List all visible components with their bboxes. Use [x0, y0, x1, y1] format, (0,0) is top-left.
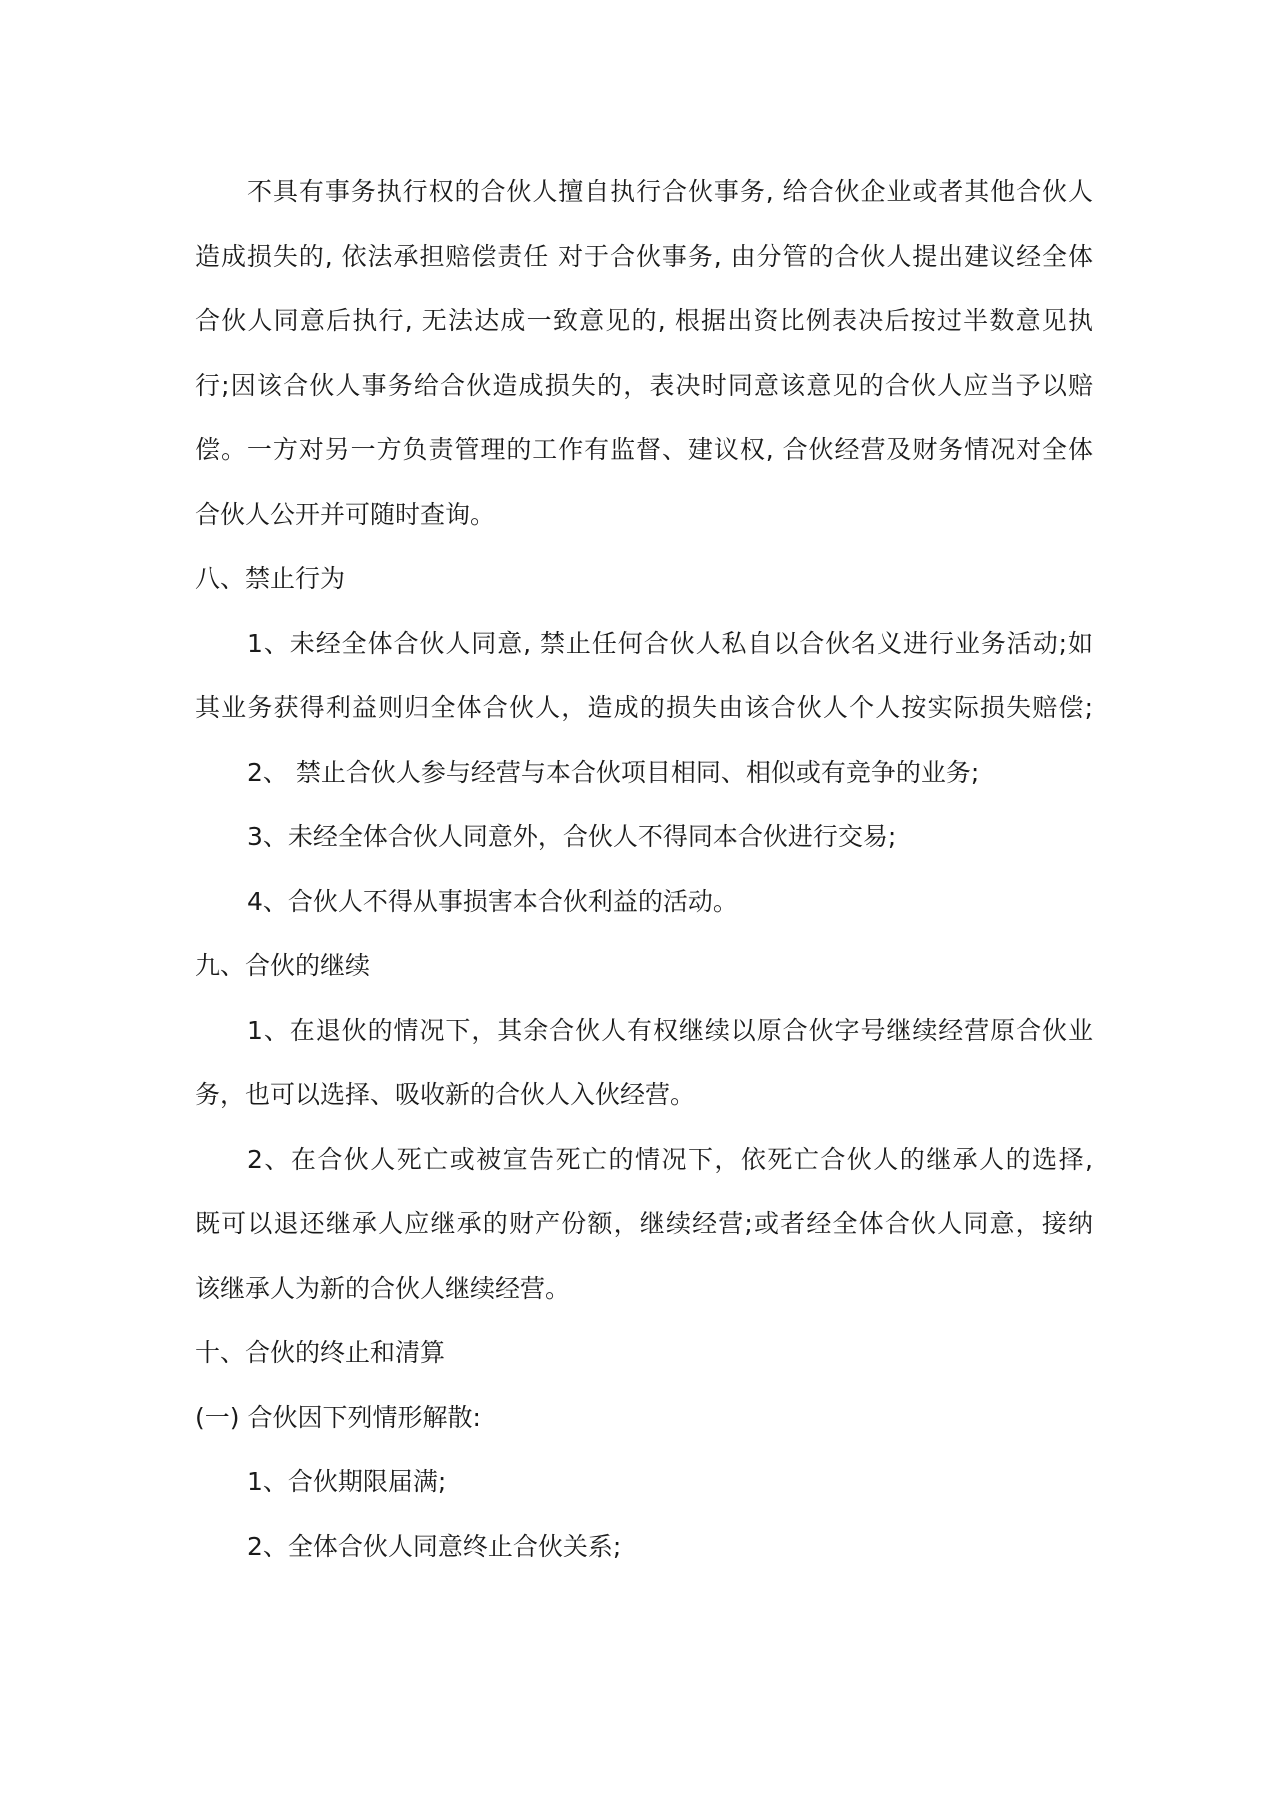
text-line: 2、全体合伙人同意终止合伙关系;	[247, 1531, 622, 1561]
text-line: 既可以退还继承人应继承的财产份额，继续经营;或者经全体合伙人同意，接纳	[195, 1209, 1093, 1238]
text-line: 合伙人同意后执行, 无法达成一致意见的, 根据出资比例表决后按过半数意见执	[195, 306, 1093, 335]
text-line: 1、未经全体合伙人同意, 禁止任何合伙人私自以合伙名义进行业务活动;如	[247, 628, 1093, 658]
text-line: 行;因该合伙人事务给合伙造成损失的，表决时同意该意见的合伙人应当予以赔	[195, 370, 1093, 400]
text-line: 2、 禁止合伙人参与经营与本合伙项目相同、相似或有竞争的业务;	[247, 757, 980, 787]
text-line: (一) 合伙因下列情形解散:	[195, 1402, 481, 1432]
text-line: 1、合伙期限届满;	[247, 1467, 447, 1496]
text-line: 不具有事务执行权的合伙人擅自执行合伙事务, 给合伙企业或者其他合伙人	[247, 177, 1093, 206]
text-line: 合伙人公开并可随时查询。	[195, 499, 496, 529]
text-line: 1、在退伙的情况下，其余合伙人有权继续以原合伙字号继续经营原合伙业	[247, 1015, 1093, 1045]
text-line: 偿。一方对另一方负责管理的工作有监督、建议权, 合伙经营及财务情况对全体	[195, 435, 1093, 464]
text-line: 3、未经全体合伙人同意外，合伙人不得同本合伙进行交易;	[247, 822, 897, 851]
text-line: 造成损失的, 依法承担赔偿责任 对于合伙事务, 由分管的合伙人提出建议经全体	[195, 241, 1093, 271]
text-line: 八、禁止行为	[195, 564, 346, 593]
text-line: 十、合伙的终止和清算	[195, 1338, 446, 1367]
text-line: 4、合伙人不得从事损害本合伙利益的活动。	[247, 886, 738, 916]
text-line: 务，也可以选择、吸收新的合伙人入伙经营。	[195, 1080, 696, 1109]
text-line: 九、合伙的继续	[195, 951, 371, 980]
text-line: 其业务获得利益则归全体合伙人，造成的损失由该合伙人个人按实际损失赔偿;	[195, 693, 1093, 722]
text-line: 2、在合伙人死亡或被宣告死亡的情况下，依死亡合伙人的继承人的选择,	[247, 1144, 1093, 1174]
text-line: 该继承人为新的合伙人继续经营。	[195, 1273, 571, 1303]
